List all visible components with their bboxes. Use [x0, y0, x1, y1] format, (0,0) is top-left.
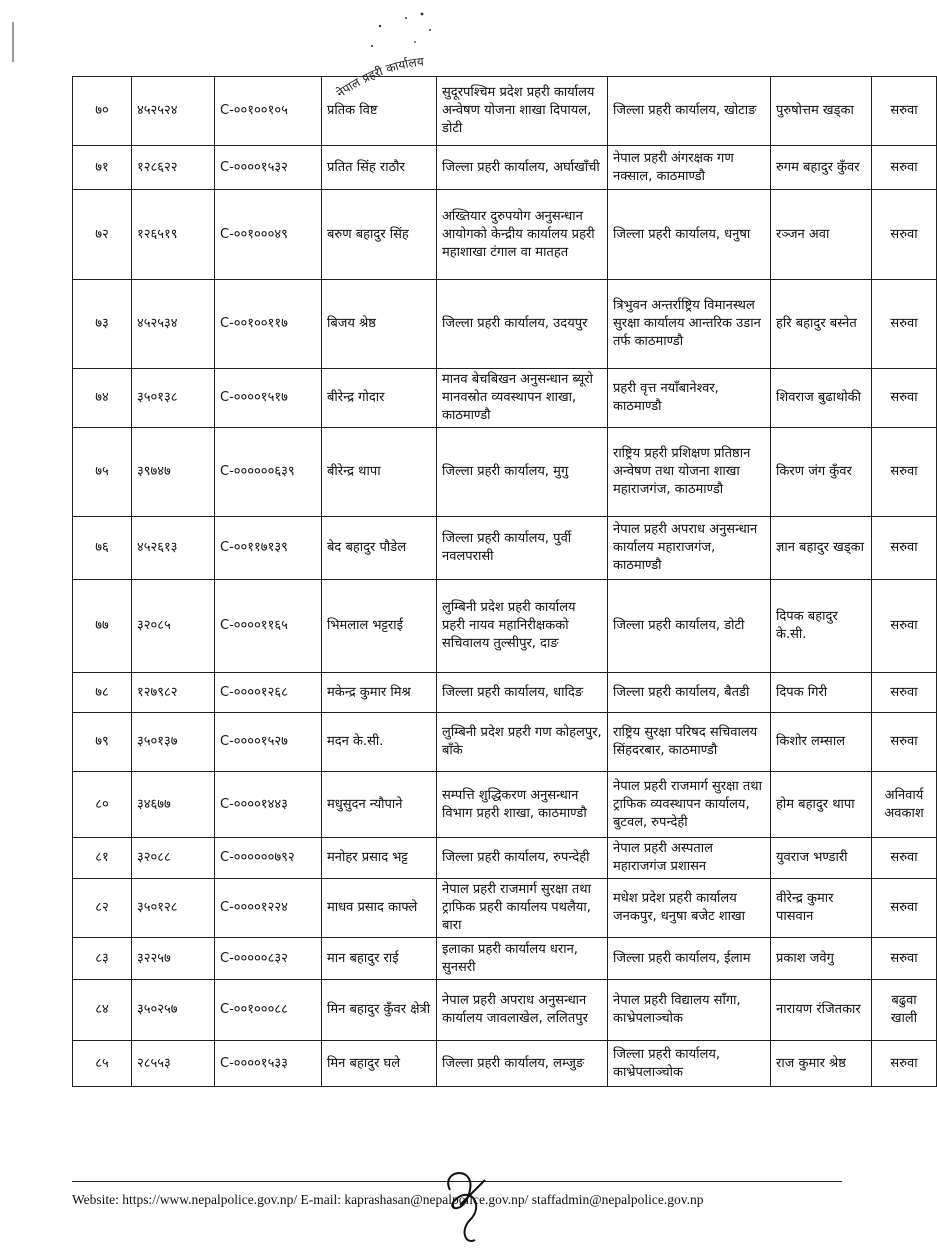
- table-row: [73, 879, 937, 938]
- officer-name-cell: प्रतिक विष्ट: [322, 77, 437, 146]
- scan-edge-mark: [12, 22, 14, 62]
- employee-code-cell: C-००००१५३२: [215, 146, 322, 190]
- current-office-cell: जिल्ला प्रहरी कार्यालय, पुर्वी नवलपरासी: [437, 517, 608, 580]
- serial-number-cell: ८३: [73, 938, 132, 980]
- personnel-id-cell: २८५५३: [132, 1041, 215, 1087]
- serial-number-cell: ७७: [73, 580, 132, 673]
- current-office-cell: अख्तियार दुरुपयोग अनुसन्धान आयोगको केन्द्रीय कार्यालय प्रहरी महाशाखा टंगाल वा मातहत: [437, 190, 608, 280]
- current-office-cell: नेपाल प्रहरी अपराध अनुसन्धान कार्यालय जावलाखेल, ललितपुर: [437, 980, 608, 1041]
- new-office-cell: राष्ट्रिय सुरक्षा परिषद सचिवालय सिंहदरबार, काठमाण्डौ: [608, 713, 771, 772]
- replacement-officer-cell: हरि बहादुर बस्नेत: [771, 280, 872, 369]
- serial-number-cell: ८५: [73, 1041, 132, 1087]
- serial-number-cell: ७१: [73, 146, 132, 190]
- replacement-officer-cell: वीरेन्द्र कुमार पासवान: [771, 879, 872, 938]
- personnel-id-cell: ३२२५७: [132, 938, 215, 980]
- serial-number-cell: ८४: [73, 980, 132, 1041]
- replacement-officer-cell: ज्ञान बहादुर खड्का: [771, 517, 872, 580]
- serial-number-cell: ७३: [73, 280, 132, 369]
- remark-cell: बढुवा खाली: [872, 980, 937, 1041]
- replacement-officer-cell: राज कुमार श्रेष्ठ: [771, 1041, 872, 1087]
- remark-cell: सरुवा: [872, 580, 937, 673]
- table-row: [73, 673, 937, 713]
- current-office-cell: मानव बेचबिखन अनुसन्धान ब्यूरो मानवस्रोत व्यवस्थापन शाखा, काठमाण्डौ: [437, 369, 608, 428]
- current-office-cell: जिल्ला प्रहरी कार्यालय, रुपन्देही: [437, 838, 608, 879]
- serial-number-cell: ८१: [73, 838, 132, 879]
- new-office-cell: जिल्ला प्रहरी कार्यालय, धनुषा: [608, 190, 771, 280]
- officer-name-cell: बरुण बहादुर सिंह: [322, 190, 437, 280]
- remark-cell: सरुवा: [872, 369, 937, 428]
- website-label: Website:: [72, 1192, 119, 1207]
- serial-number-cell: ७५: [73, 428, 132, 517]
- employee-code-cell: C-००१०००४९: [215, 190, 322, 280]
- remark-cell: सरुवा: [872, 838, 937, 879]
- replacement-officer-cell: रञ्जन अवा: [771, 190, 872, 280]
- personnel-id-cell: १२७९८२: [132, 673, 215, 713]
- employee-code-cell: C-००००१५१७: [215, 369, 322, 428]
- new-office-cell: जिल्ला प्रहरी कार्यालय, काभ्रेपलाञ्चोक: [608, 1041, 771, 1087]
- remark-cell: सरुवा: [872, 673, 937, 713]
- employee-code-cell: C-००००१२६८: [215, 673, 322, 713]
- personnel-id-cell: १२८६२२: [132, 146, 215, 190]
- new-office-cell: नेपाल प्रहरी अपराध अनुसन्धान कार्यालय महाराजगंज, काठमाण्डौ: [608, 517, 771, 580]
- current-office-cell: जिल्ला प्रहरी कार्यालय, उदयपुर: [437, 280, 608, 369]
- replacement-officer-cell: पुरुषोत्तम खड्का: [771, 77, 872, 146]
- employee-code-cell: C-००००१५३३: [215, 1041, 322, 1087]
- table-row: [73, 980, 937, 1041]
- personnel-id-cell: ३५०१३७: [132, 713, 215, 772]
- personnel-id-cell: ३२०८८: [132, 838, 215, 879]
- new-office-cell: नेपाल प्रहरी अंगरक्षक गण नक्साल, काठमाण्डौ: [608, 146, 771, 190]
- employee-code-cell: C-००००१४४३: [215, 772, 322, 838]
- remark-cell: सरुवा: [872, 879, 937, 938]
- employee-code-cell: C-००००१२२४: [215, 879, 322, 938]
- table-row: [73, 713, 937, 772]
- officer-name-cell: मिन बहादुर घले: [322, 1041, 437, 1087]
- current-office-cell: जिल्ला प्रहरी कार्यालय, अर्घाखाँची: [437, 146, 608, 190]
- replacement-officer-cell: नारायण रंजितकार: [771, 980, 872, 1041]
- handwritten-signature: [430, 1160, 500, 1250]
- table-row: [73, 428, 937, 517]
- personnel-table: [72, 76, 937, 1087]
- officer-name-cell: भिमलाल भट्टराई: [322, 580, 437, 673]
- personnel-id-cell: ४५२५२४: [132, 77, 215, 146]
- current-office-cell: जिल्ला प्रहरी कार्यालय, मुगु: [437, 428, 608, 517]
- personnel-id-cell: ४५२६१३: [132, 517, 215, 580]
- employee-code-cell: C-००००००६३९: [215, 428, 322, 517]
- new-office-cell: प्रहरी वृत्त नयाँबानेश्वर, काठमाण्डौ: [608, 369, 771, 428]
- personnel-id-cell: ३९७४७: [132, 428, 215, 517]
- personnel-id-cell: ४५२५३४: [132, 280, 215, 369]
- remark-cell: सरुवा: [872, 428, 937, 517]
- employee-code-cell: C-००१०००८८: [215, 980, 322, 1041]
- current-office-cell: जिल्ला प्रहरी कार्यालय, धादिङ: [437, 673, 608, 713]
- new-office-cell: मधेश प्रदेश प्रहरी कार्यालय जनकपुर, धनुषा बजेट शाखा: [608, 879, 771, 938]
- new-office-cell: त्रिभुवन अन्तर्राष्ट्रिय विमानस्थल सुरक्षा कार्यालय आन्तरिक उडान तर्फ काठमाण्डौ: [608, 280, 771, 369]
- current-office-cell: सम्पत्ति शुद्धिकरण अनुसन्धान विभाग प्रहरी शाखा, काठमाण्डौ: [437, 772, 608, 838]
- personnel-id-cell: ३५०१३८: [132, 369, 215, 428]
- current-office-cell: लुम्बिनी प्रदेश प्रहरी कार्यालय प्रहरी नायव महानिरीक्षकको सचिवालय तुल्सीपुर, दाङ: [437, 580, 608, 673]
- officer-name-cell: मदन के.सी.: [322, 713, 437, 772]
- replacement-officer-cell: दिपक गिरी: [771, 673, 872, 713]
- table-row: [73, 190, 937, 280]
- replacement-officer-cell: दिपक बहादुर के.सी.: [771, 580, 872, 673]
- employee-code-cell: C-००००००७९२: [215, 838, 322, 879]
- replacement-officer-cell: किरण जंग कुँवर: [771, 428, 872, 517]
- remark-cell: सरुवा: [872, 77, 937, 146]
- employee-code-cell: C-०००००८३२: [215, 938, 322, 980]
- personnel-id-cell: ३५०२५७: [132, 980, 215, 1041]
- officer-name-cell: मनोहर प्रसाद भट्ट: [322, 838, 437, 879]
- serial-number-cell: ७९: [73, 713, 132, 772]
- table-row: [73, 280, 937, 369]
- new-office-cell: जिल्ला प्रहरी कार्यालय, खोटाङ: [608, 77, 771, 146]
- website-link[interactable]: https://www.nepalpolice.gov.np/: [122, 1192, 298, 1207]
- officer-name-cell: मान बहादुर राई: [322, 938, 437, 980]
- new-office-cell: नेपाल प्रहरी अस्पताल महाराजगंज प्रशासन: [608, 838, 771, 879]
- replacement-officer-cell: शिवराज बुढाथोकी: [771, 369, 872, 428]
- officer-name-cell: बिजय श्रेष्ठ: [322, 280, 437, 369]
- table-row: [73, 772, 937, 838]
- replacement-officer-cell: प्रकाश जवेगु: [771, 938, 872, 980]
- employee-code-cell: C-००००११६५: [215, 580, 322, 673]
- new-office-cell: नेपाल प्रहरी विद्यालय साँगा, काभ्रेपलाञ्चोक: [608, 980, 771, 1041]
- personnel-id-cell: ३५०१२८: [132, 879, 215, 938]
- remark-cell: सरुवा: [872, 280, 937, 369]
- serial-number-cell: ७४: [73, 369, 132, 428]
- officer-name-cell: बीरेन्द्र थापा: [322, 428, 437, 517]
- table-row: [73, 838, 937, 879]
- new-office-cell: जिल्ला प्रहरी कार्यालय, बैतडी: [608, 673, 771, 713]
- officer-name-cell: माधव प्रसाद काफ्ले: [322, 879, 437, 938]
- serial-number-cell: ७६: [73, 517, 132, 580]
- email-link-staff[interactable]: staffadmin@nepalpolice.gov.np: [531, 1192, 704, 1207]
- table-row: [73, 146, 937, 190]
- personnel-id-cell: १२६५१९: [132, 190, 215, 280]
- current-office-cell: सुदूरपश्चिम प्रदेश प्रहरी कार्यालय अन्वेषण योजना शाखा दिपायल, डोटी: [437, 77, 608, 146]
- remark-cell: सरुवा: [872, 938, 937, 980]
- email-label: E-mail:: [300, 1192, 342, 1207]
- serial-number-cell: ७२: [73, 190, 132, 280]
- serial-number-cell: ७८: [73, 673, 132, 713]
- table-row: [73, 580, 937, 673]
- table-row: [73, 938, 937, 980]
- officer-name-cell: प्रतित सिंह राठौर: [322, 146, 437, 190]
- officer-name-cell: मिन बहादुर कुँवर क्षेत्री: [322, 980, 437, 1041]
- officer-name-cell: बीरेन्द्र गोदार: [322, 369, 437, 428]
- employee-code-cell: C-००००१५२७: [215, 713, 322, 772]
- seal-text: नेपाल प्रहरी कार्यालय: [333, 54, 425, 101]
- table-row: [73, 369, 937, 428]
- new-office-cell: जिल्ला प्रहरी कार्यालय, डोटी: [608, 580, 771, 673]
- replacement-officer-cell: युवराज भण्डारी: [771, 838, 872, 879]
- employee-code-cell: C-००१००१०५: [215, 77, 322, 146]
- personnel-id-cell: ३४६७७: [132, 772, 215, 838]
- replacement-officer-cell: रुगम बहादुर कुँवर: [771, 146, 872, 190]
- replacement-officer-cell: होम बहादुर थापा: [771, 772, 872, 838]
- table-row: [73, 77, 937, 146]
- personnel-id-cell: ३२०८५: [132, 580, 215, 673]
- employee-code-cell: C-००११७१३९: [215, 517, 322, 580]
- serial-number-cell: ८०: [73, 772, 132, 838]
- current-office-cell: इलाका प्रहरी कार्यालय धरान, सुनसरी: [437, 938, 608, 980]
- current-office-cell: जिल्ला प्रहरी कार्यालय, लम्जुङ: [437, 1041, 608, 1087]
- remark-cell: सरुवा: [872, 190, 937, 280]
- remark-cell: सरुवा: [872, 517, 937, 580]
- remark-cell: सरुवा: [872, 1041, 937, 1087]
- serial-number-cell: ८२: [73, 879, 132, 938]
- current-office-cell: लुम्बिनी प्रदेश प्रहरी गण कोहलपुर, बाँके: [437, 713, 608, 772]
- remark-cell: सरुवा: [872, 146, 937, 190]
- new-office-cell: नेपाल प्रहरी राजमार्ग सुरक्षा तथा ट्राफिक व्यवस्थापन कार्यालय, बुटवल, रुपन्देही: [608, 772, 771, 838]
- scan-specks: [360, 8, 450, 53]
- new-office-cell: राष्ट्रिय प्रहरी प्रशिक्षण प्रतिष्ठान अन्वेषण तथा योजना शाखा महाराजगंज, काठमाण्डौ: [608, 428, 771, 517]
- officer-name-cell: मकेन्द्र कुमार मिश्र: [322, 673, 437, 713]
- table-row: [73, 1041, 937, 1087]
- replacement-officer-cell: किशोर लम्साल: [771, 713, 872, 772]
- officer-name-cell: मधुसुदन न्यौपाने: [322, 772, 437, 838]
- remark-cell: अनिवार्य अवकाश: [872, 772, 937, 838]
- table-row: [73, 517, 937, 580]
- officer-name-cell: बेद बहादुर पौडेल: [322, 517, 437, 580]
- serial-number-cell: ७०: [73, 77, 132, 146]
- email-link-admin[interactable]: kaprashasan@nepalpolice.gov.np/: [344, 1192, 529, 1207]
- remark-cell: सरुवा: [872, 713, 937, 772]
- employee-code-cell: C-००१००११७: [215, 280, 322, 369]
- current-office-cell: नेपाल प्रहरी राजमार्ग सुरक्षा तथा ट्राफिक प्रहरी कार्यालय पथलैया, बारा: [437, 879, 608, 938]
- new-office-cell: जिल्ला प्रहरी कार्यालय, ईलाम: [608, 938, 771, 980]
